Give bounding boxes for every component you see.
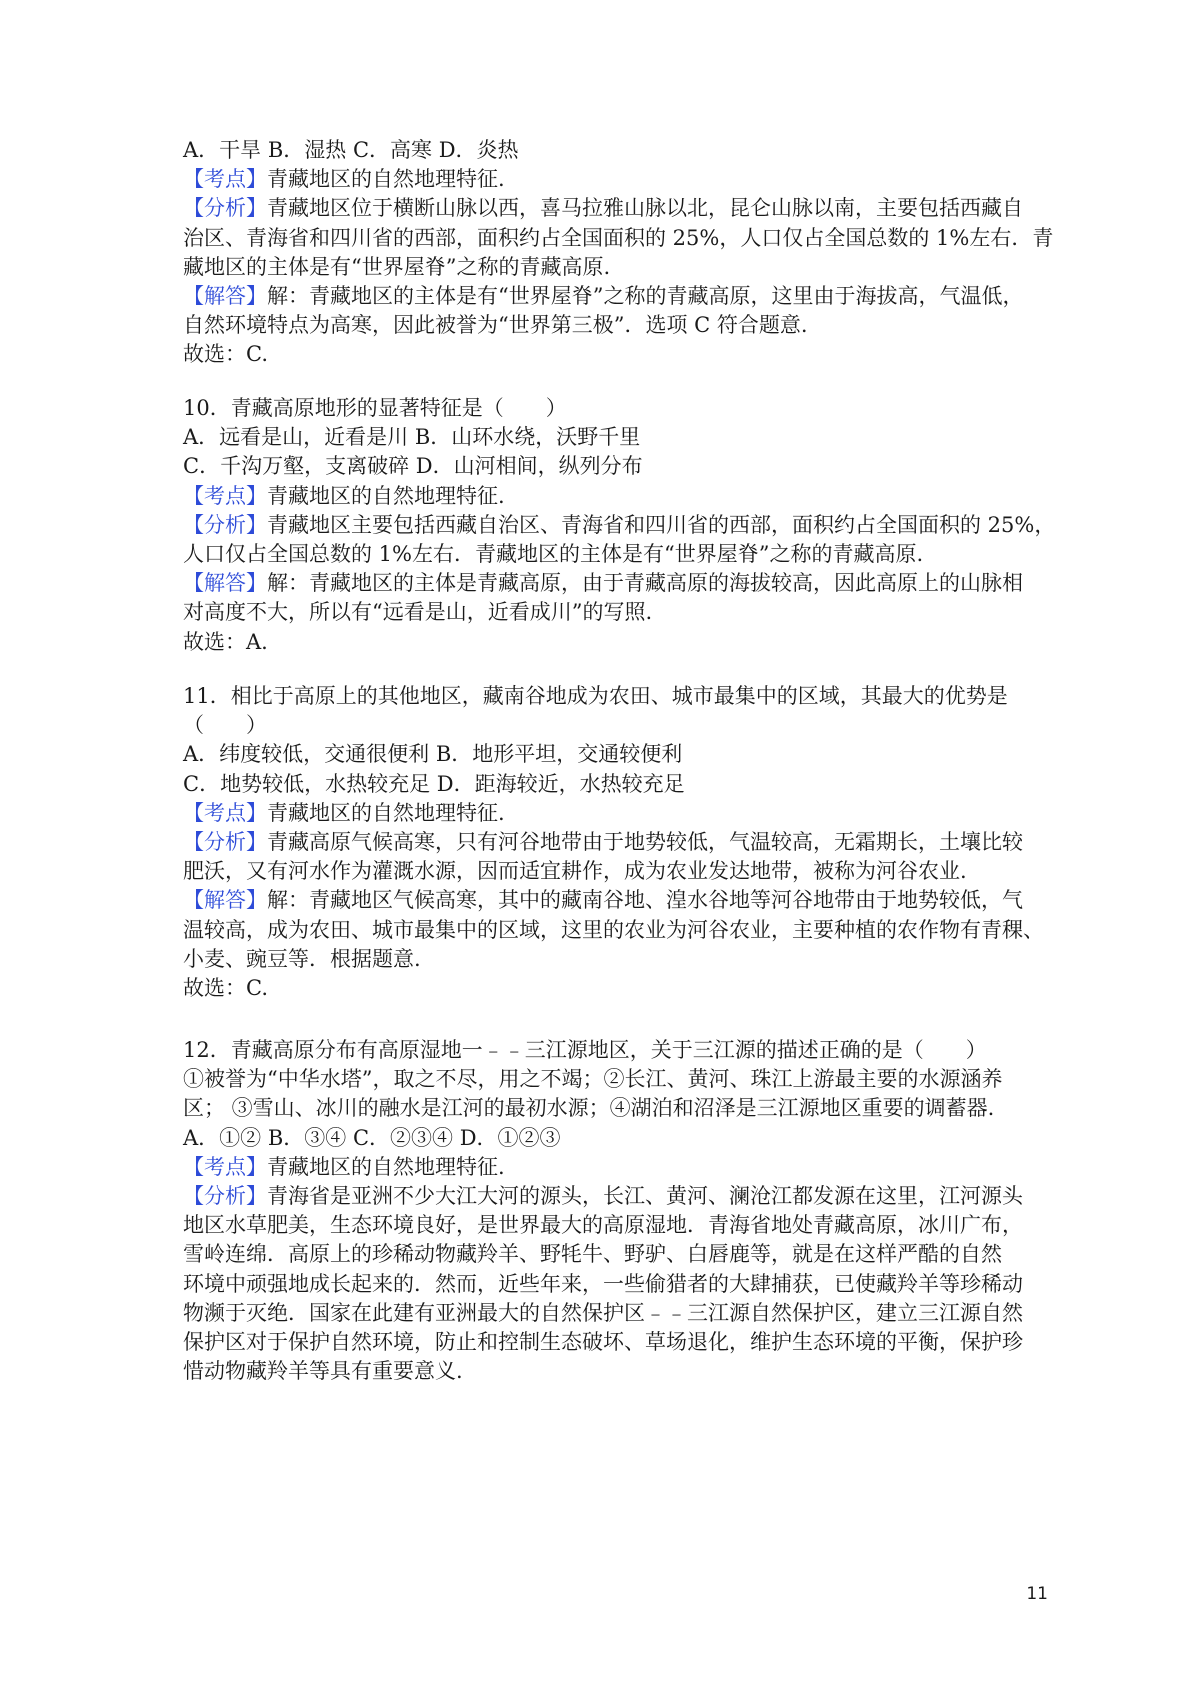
text-line <box>183 884 1043 916</box>
text-line <box>183 338 1043 370</box>
line-text: C．地势较低，水热较充足 D．距海较近，水热较充足 <box>183 771 685 796</box>
line-text: 青海省是亚洲不少大江大河的源头，长江、黄河、澜沧江都发源在这里，江河源头 <box>267 1184 1023 1208</box>
line-text: 故选：C. <box>183 976 268 1000</box>
text-line <box>183 251 1043 283</box>
line-text: 保护区对于保护自然环境，防止和控制生态破坏、草场退化，维护生态环境的平衡，保护珍 <box>183 1330 1023 1354</box>
section-tag: 【分析】 <box>183 1184 267 1208</box>
line-text: 青藏高原气候高寒，只有河谷地带由于地势较低，气温较高，无霜期长，土壤比较 <box>267 830 1023 854</box>
line-text: 环境中顽强地成长起来的．然而，近些年来，一些偷猎者的大肆捕获，已使藏羚羊等珍稀动 <box>183 1271 1023 1296</box>
text-line <box>183 1238 1043 1270</box>
line-text: 故选：C. <box>183 342 268 367</box>
line-text: 12．青藏高原分布有高原湿地一﹣﹣三江源地区，关于三江源的描述正确的是（ ） <box>183 1038 987 1062</box>
line-text: 物濒于灭绝．国家在此建有亚洲最大的自然保护区﹣﹣三江源自然保护区，建立三江源自然 <box>183 1300 1023 1325</box>
line-text: 10．青藏高原地形的显著特征是（ ） <box>183 396 567 420</box>
section-tag: 【解答】 <box>183 571 267 596</box>
line-text: （ ） <box>183 713 267 738</box>
text-line <box>183 1151 1043 1183</box>
line-text: 11．相比于高原上的其他地区，藏南谷地成为农田、城市最集中的区域，其最大的优势是 <box>183 684 1008 708</box>
line-text: 治区、青海省和四川省的西部，面积约占全国面积的 25%，人口仅占全国总数的 1%左右．青 <box>183 225 1054 250</box>
text-line <box>183 1122 1043 1154</box>
text-line <box>183 972 1043 1004</box>
line-text: 青藏地区主要包括西藏自治区、青海省和四川省的西部，面积约占全国面积的 25%， <box>267 512 1056 537</box>
line-text: 故选：A. <box>183 629 268 654</box>
line-text: 青藏地区的自然地理特征. <box>267 800 505 825</box>
text-line <box>183 855 1043 887</box>
text-line <box>183 1180 1043 1212</box>
text-line <box>183 567 1043 599</box>
text-line <box>183 738 1043 770</box>
text-line <box>183 280 1043 312</box>
line-text: 解：青藏地区的主体是有“世界屋脊”之称的青藏高原，这里由于海拔高，气温低， <box>267 284 1024 308</box>
text-line <box>183 309 1043 341</box>
text-line <box>183 450 1043 482</box>
line-text: 肥沃，又有河水作为灌溉水源，因而适宜耕作，成为农业发达地带，被称为河谷农业. <box>183 859 967 884</box>
text-line <box>183 914 1043 946</box>
line-text: 雪岭连绵．高原上的珍稀动物藏羚羊、野牦牛、野驴、白唇鹿等，就是在这样严酷的自然 <box>183 1242 1002 1267</box>
text-line <box>183 1092 1043 1124</box>
section-tag: 【解答】 <box>183 888 267 913</box>
text-line <box>183 1063 1043 1095</box>
text-line <box>183 1034 1043 1066</box>
line-text: 青藏地区的自然地理特征. <box>267 167 505 192</box>
text-line <box>183 680 1043 712</box>
line-text: 区； ③雪山、冰川的融水是江河的最初水源；④湖泊和沼泽是三江源地区重要的调蓄器. <box>183 1096 995 1121</box>
section-tag: 【解答】 <box>183 284 267 308</box>
line-text: 对高度不大，所以有“远看是山，近看成川”的写照. <box>183 600 653 625</box>
line-text: C．千沟万壑，支离破碎 D．山河相间，纵列分布 <box>183 454 643 479</box>
text-line <box>183 163 1043 195</box>
text-line <box>183 596 1043 628</box>
text-line <box>183 826 1043 858</box>
line-text: A．远看是山，近看是川 B．山环水绕，沃野千里 <box>183 425 641 450</box>
section-tag: 【考点】 <box>183 800 267 825</box>
section-tag: 【考点】 <box>183 167 267 192</box>
text-line <box>183 768 1043 800</box>
text-line <box>183 1297 1043 1329</box>
line-text: 自然环境特点为高寒，因此被誉为“世界第三极”．选项 C 符合题意. <box>183 313 808 338</box>
line-text: 青藏地区位于横断山脉以西，喜马拉雅山脉以北，昆仑山脉以南，主要包括西藏自 <box>267 196 1023 221</box>
text-line <box>183 392 1043 424</box>
line-text: ①被誉为“中华水塔”，取之不尽，用之不竭；②长江、黄河、珠江上游最主要的水源涵养 <box>183 1067 1003 1092</box>
line-text: 惜动物藏羚羊等具有重要意义. <box>183 1359 463 1384</box>
line-text: A．干旱 B．湿热 C．高寒 D．炎热 <box>183 138 519 162</box>
text-line <box>183 1209 1043 1241</box>
line-text: 人口仅占全国总数的 1%左右．青藏地区的主体是有“世界屋脊”之称的青藏高原. <box>183 542 924 566</box>
text-line <box>183 626 1043 658</box>
line-text: 藏地区的主体是有“世界屋脊”之称的青藏高原. <box>183 254 611 279</box>
text-line <box>183 480 1043 512</box>
line-text: 小麦、豌豆等．根据题意. <box>183 946 421 971</box>
text-line <box>183 943 1043 975</box>
text-line <box>183 509 1056 541</box>
text-line <box>183 222 1054 254</box>
section-tag: 【分析】 <box>183 196 267 221</box>
section-tag: 【考点】 <box>183 1154 267 1179</box>
text-line <box>183 421 1043 453</box>
text-line <box>183 192 1043 224</box>
section-tag: 【分析】 <box>183 830 267 854</box>
line-text: 青藏地区的自然地理特征. <box>267 1154 505 1179</box>
page-number: 11 <box>1026 1584 1048 1604</box>
text-line <box>183 797 1043 829</box>
line-text: 解：青藏地区的主体是青藏高原，由于青藏高原的海拔较高，因此高原上的山脉相 <box>267 571 1023 596</box>
text-line <box>183 134 1043 166</box>
line-text: 青藏地区的自然地理特征. <box>267 483 505 508</box>
text-line <box>183 709 1043 741</box>
section-tag: 【考点】 <box>183 483 267 508</box>
text-line <box>183 1355 1043 1387</box>
text-line <box>183 1268 1043 1300</box>
line-text: 解：青藏地区气候高寒，其中的藏南谷地、湟水谷地等河谷地带由于地势较低，气 <box>267 888 1023 913</box>
line-text: 温较高，成为农田、城市最集中的区域，这里的农业为河谷农业，主要种植的农作物有青稞、 <box>183 917 1044 942</box>
text-line <box>183 1326 1043 1358</box>
line-text: A．①② B．③④ C．②③④ D．①②③ <box>183 1125 561 1150</box>
section-tag: 【分析】 <box>183 512 267 537</box>
line-text: 地区水草肥美，生态环境良好，是世界最大的高原湿地．青海省地处青藏高原，冰川广布， <box>183 1213 1023 1238</box>
text-line <box>183 538 1043 570</box>
line-text: A．纬度较低，交通很便利 B．地形平坦，交通较便利 <box>183 742 683 767</box>
